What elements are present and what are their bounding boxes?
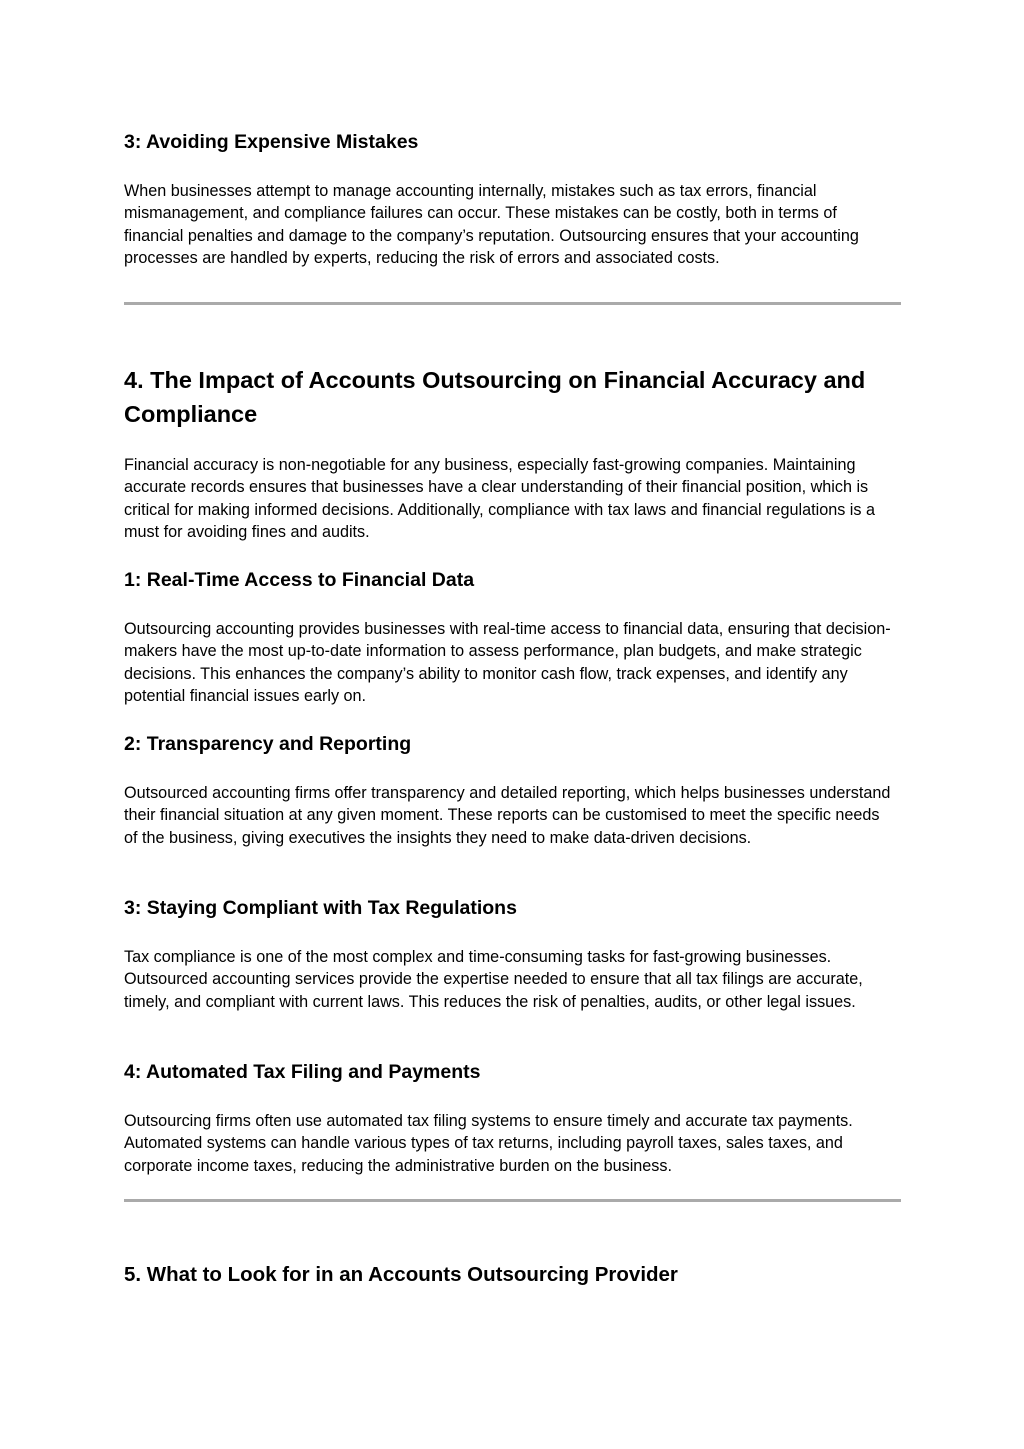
section-divider [124, 1199, 901, 1202]
subheading-automated-tax-filing: 4: Automated Tax Filing and Payments [124, 1061, 481, 1083]
subheading-real-time-access: 1: Real-Time Access to Financial Data [124, 569, 475, 591]
paragraph-real-time-access: Outsourcing accounting provides businesses with real-time access to financial data, ensuring that decision-makers have the most up-to-date information to assess performance, plan budgets, and make strategic decisions. This enhances the company’s ability to monitor cash flow, track expenses, and identify any potential financial issues early on. [124, 620, 891, 705]
section-heading-impact-on-accuracy: 4. The Impact of Accounts Outsourcing on Financial Accuracy and Compliance [124, 367, 866, 427]
paragraph-avoiding-expensive-mistakes: When businesses attempt to manage accounting internally, mistakes such as tax errors, financial mismanagement, and compliance failures can occur. These mistakes can be costly, both in terms of financial penalties and damage to the company’s reputation. Outsourcing ensures that your accounting processes are handled by experts, reducing the risk of errors and associated costs. [124, 182, 859, 267]
paragraph-tax-compliance: Tax compliance is one of the most complex and time-consuming tasks for fast-growing businesses. Outsourced accounting services provide the expertise needed to ensure that all tax filings are accurate, timely, and compliant with current laws. This reduces the risk of penalties, audits, or other legal issues. [124, 948, 863, 1011]
section-divider [124, 302, 901, 305]
subheading-avoiding-expensive-mistakes: 3: Avoiding Expensive Mistakes [124, 131, 419, 153]
paragraph-automated-tax-filing: Outsourcing firms often use automated tax filing systems to ensure timely and accurate tax payments. Automated systems can handle various types of tax returns, including payroll taxes, sales taxes, and corporate income taxes, reducing the administrative burden on the business. [124, 1112, 853, 1175]
subheading-transparency-reporting: 2: Transparency and Reporting [124, 733, 412, 755]
paragraph-impact-on-accuracy: Financial accuracy is non-negotiable for any business, especially fast-growing companies. Maintaining accurate records ensures that businesses have a clear understanding of their financial position, which is critical for making informed decisions. Additionally, compliance with tax laws and financial regulations is a must for avoiding fines and audits. [124, 456, 875, 541]
paragraph-transparency-reporting: Outsourced accounting firms offer transparency and detailed reporting, which helps businesses understand their financial situation at any given moment. These reports can be customised to meet the specific needs of the business, giving executives the insights they need to make data-driven decisions. [124, 784, 891, 847]
subheading-tax-compliance: 3: Staying Compliant with Tax Regulations [124, 897, 517, 919]
section-heading-what-to-look-for: 5. What to Look for in an Accounts Outsourcing Provider [124, 1263, 678, 1286]
